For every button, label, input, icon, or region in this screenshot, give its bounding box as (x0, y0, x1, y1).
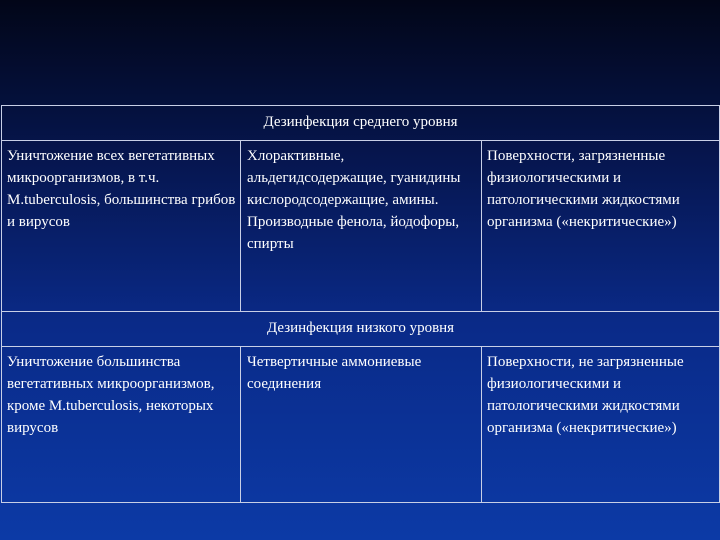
medium-level-agents: Хлорактивные, альдегидсодержащие, гуанидины кислородсодержащие, амины. Производные фенола, йодофоры, спирты (241, 141, 482, 312)
low-level-header: Дезинфекция низкого уровня (2, 312, 720, 347)
low-level-agents: Четвертичные аммониевые соединения (241, 347, 482, 503)
table-row-header-medium (2, 106, 720, 141)
table-row-low (2, 347, 720, 503)
medium-level-header: Дезинфекция среднего уровня (2, 106, 720, 141)
disinfection-table (1, 105, 720, 503)
table-row-medium (2, 141, 720, 312)
table-row-header-low (2, 312, 720, 347)
medium-level-surfaces: Поверхности, загрязненные физиологическими и патологическими жидкостями организма («некритические») (482, 141, 720, 312)
low-level-purpose: Уничтожение большинства вегетативных микроорганизмов, кроме M.tuberculosis, некоторых вирусов (2, 347, 241, 503)
low-level-surfaces: Поверхности, не загрязненные физиологическими и патологическими жидкостями организма («некритические») (482, 347, 720, 503)
medium-level-purpose: Уничтожение всех вегетативных микроорганизмов, в т.ч. M.tuberculosis, большинства грибов и вирусов (2, 141, 241, 312)
